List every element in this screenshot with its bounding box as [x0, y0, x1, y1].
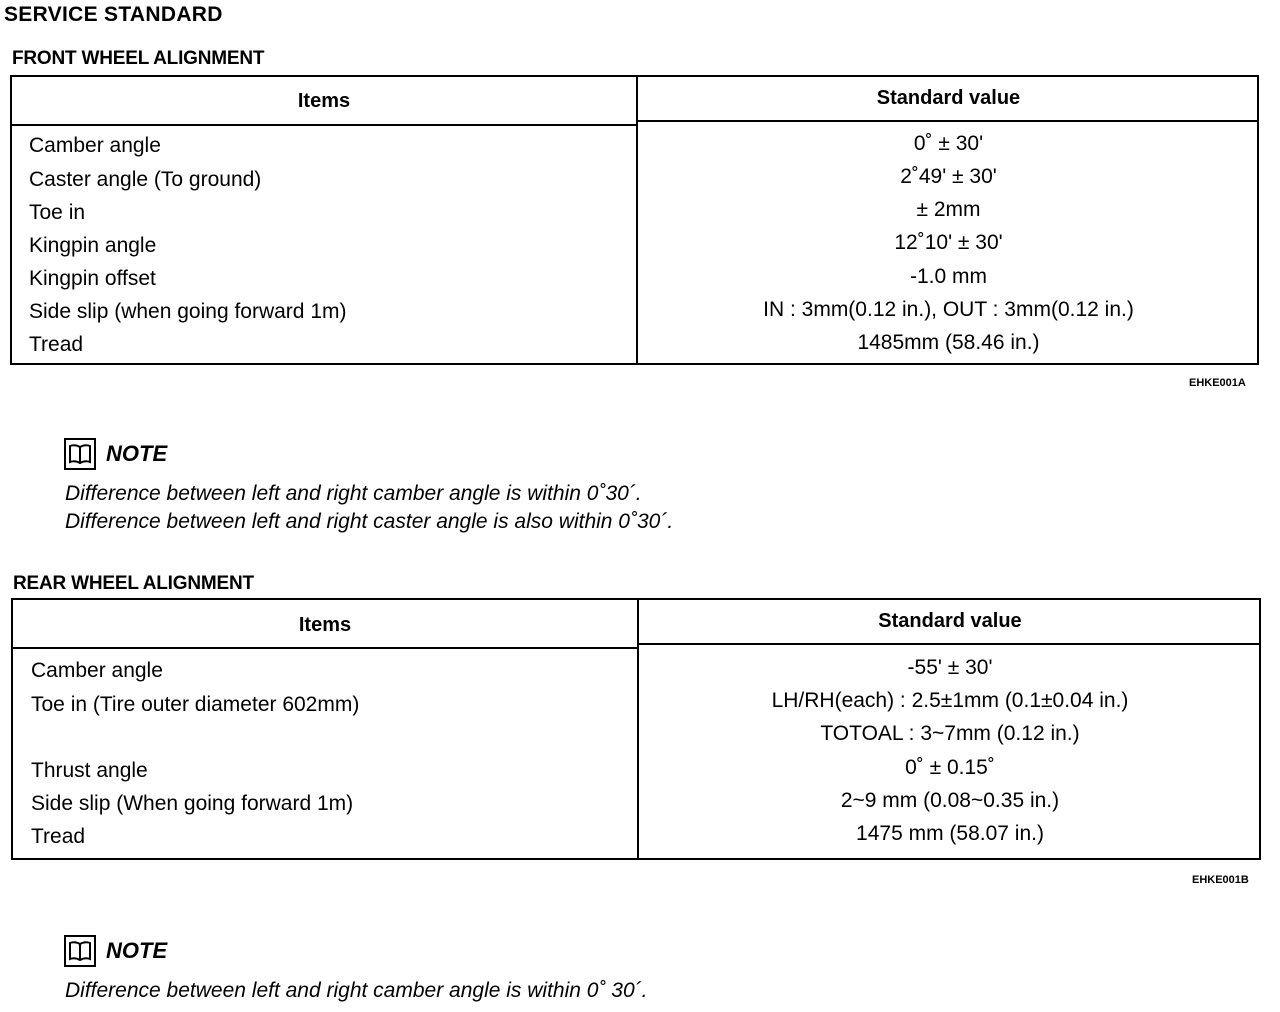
header-rule-left [13, 647, 637, 649]
table-row-value: 2˚49' ± 30' [900, 165, 997, 188]
note-heading [64, 438, 167, 470]
table-row-value: 1485mm (58.46 in.) [857, 331, 1040, 354]
table-row-item: Camber angle [29, 134, 161, 157]
table-row-item: Side slip (when going forward 1m) [29, 300, 347, 323]
table-row-value: 12˚10' ± 30' [894, 231, 1003, 254]
front-alignment-table [10, 75, 1259, 365]
items-header: Items [298, 614, 352, 636]
table-row-value: TOTOAL : 3~7mm (0.12 in.) [820, 722, 1080, 745]
table-row-item: Toe in [29, 201, 86, 224]
table-row-value: ± 2mm [916, 198, 981, 221]
figure-code-front: EHKE001A [1189, 377, 1246, 389]
table-row-value: 2~9 mm (0.08~0.35 in.) [840, 789, 1060, 812]
table-row-item: Toe in (Tire outer diameter 602mm) [31, 693, 360, 716]
table-row-value: IN : 3mm(0.12 in.), OUT : 3mm(0.12 in.) [763, 298, 1134, 321]
rear-alignment-table [11, 598, 1261, 860]
table-row-item: Caster angle (To ground) [29, 168, 262, 191]
table-row-value: 1475 mm (58.07 in.) [856, 822, 1044, 845]
header-rule-right [636, 120, 1257, 122]
table-row-value: 0˚ ± 0.15˚ [905, 756, 995, 779]
note-text: Difference between left and right camber angle is within 0˚30´. [65, 482, 642, 505]
table-row-value: 0˚ ± 30' [913, 132, 984, 155]
book-icon [64, 935, 96, 967]
table-row-item: Kingpin offset [29, 267, 156, 290]
header-rule-right [637, 643, 1259, 645]
table-row-value: -55' ± 30' [907, 656, 993, 679]
rear-section-title: REAR WHEEL ALIGNMENT [13, 573, 254, 594]
header-rule-left [12, 124, 636, 126]
table-row-item: Side slip (When going forward 1m) [31, 792, 354, 815]
table-row-item: Tread [31, 825, 86, 848]
note-text: Difference between left and right camber angle is within 0˚ 30´. [65, 979, 648, 1002]
table-row-value: LH/RH(each) : 2.5±1mm (0.1±0.04 in.) [771, 689, 1129, 712]
table-row-item: Thrust angle [31, 759, 148, 782]
standard-value-header: Standard value [878, 610, 1022, 632]
table-row-item: Kingpin angle [29, 234, 157, 257]
table-row-item: Camber angle [31, 659, 163, 682]
note-text: Difference between left and right caster angle is also within 0˚30´. [65, 510, 674, 533]
figure-code-rear: EHKE001B [1192, 874, 1249, 886]
items-header: Items [297, 90, 351, 112]
note-label: NOTE [106, 441, 168, 466]
note-label: NOTE [106, 938, 168, 963]
document-title: SERVICE STANDARD [4, 3, 223, 26]
note-heading [64, 935, 167, 967]
table-row-item: Tread [29, 333, 84, 356]
standard-value-header: Standard value [876, 87, 1021, 109]
front-section-title: FRONT WHEEL ALIGNMENT [12, 48, 265, 69]
book-icon [64, 438, 96, 470]
table-row-value: -1.0 mm [909, 265, 987, 288]
